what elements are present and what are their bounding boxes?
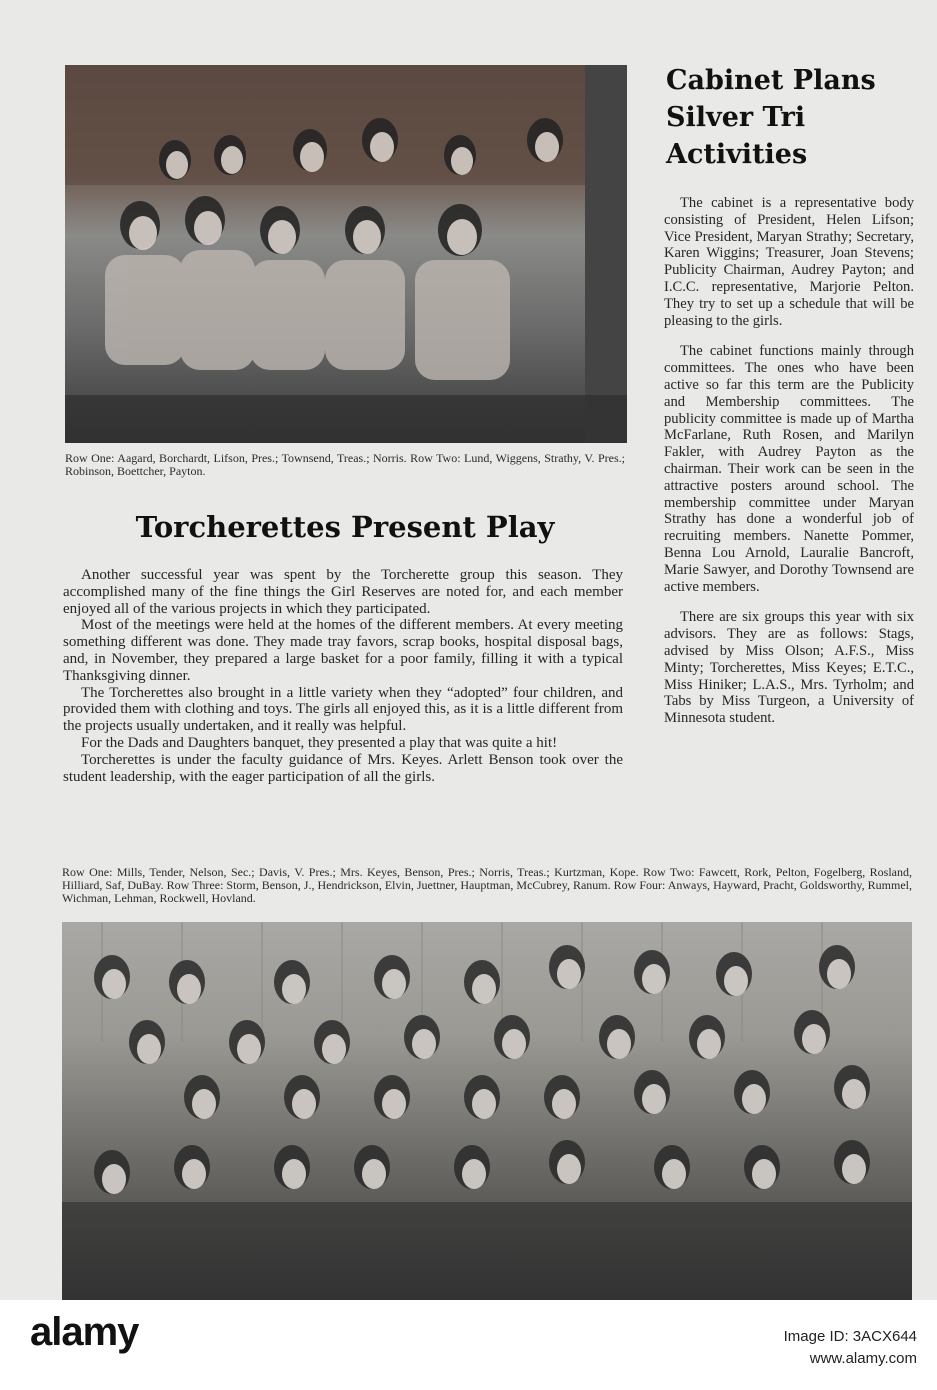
cabinet-photo-figures — [65, 65, 627, 443]
torcherettes-group-photo — [62, 922, 912, 1300]
cabinet-headline-line: Silver Tri — [666, 102, 806, 133]
cabinet-headline-line: Cabinet Plans — [666, 65, 876, 96]
torcherettes-paragraph: For the Dads and Daughters banquet, they presented a play that was quite a hit! — [81, 734, 558, 751]
torcherettes-photo-caption: Row One: Mills, Tender, Nelson, Sec.; Davis, V. Pres.; Mrs. Keyes, Benson, Pres.; Norris, Treas.; Kurtzman, Kope. Row Two: Fawcett, Rork, Pelton, Fogelberg, Rosland, Hilliard, Saf, DuBay. Row Three: Storm, Benson, J., Hendrickson, Elvin, Juettner, Hauptman, McCubrey, Ranum. Row Four: Anways, Hayward, Pracht, Goldsworthy, Rummel, Wichman, Lehman, Rockwell, Hovland. — [62, 865, 912, 905]
cabinet-headline-line: Activities — [666, 139, 808, 170]
cabinet-headline — [666, 62, 916, 173]
torcherettes-paragraph: Another successful year was spent by the Torcherette group this season. They accomplished many of the fine things the Girl Reserves are noted for, and each member enjoyed all of the various projects in which they participated. — [63, 567, 623, 617]
image-id-label: Image ID: 3ACX644 — [783, 1328, 917, 1345]
cabinet-paragraph: There are six groups this year with six advisors. They are as follows: Stags, advised by Miss Olson; A.F.S., Miss Minty; Torcherettes, Miss Keyes; E.T.C., Miss Hiniker; L.A.S., Mrs. Tyrholm; and Tabs by Miss Turgeon, a University of Minnesota student. — [664, 609, 914, 727]
torcherettes-photo-figures — [62, 922, 912, 1300]
torcherettes-headline: Torcherettes Present Play — [135, 510, 555, 544]
alamy-url[interactable]: www.alamy.com — [809, 1350, 917, 1367]
alamy-logo: alamy — [30, 1310, 139, 1354]
torcherettes-paragraph: Torcherettes is under the faculty guidance of Mrs. Keyes. Arlett Benson took over the student leadership, with the eager participation of all the girls. — [63, 751, 623, 785]
cabinet-article — [664, 195, 914, 741]
cabinet-photo-caption: Row One: Aagard, Borchardt, Lifson, Pres.; Townsend, Treas.; Norris. Row Two: Lund, Wiggens, Strathy, V. Pres.; Robinson, Boettcher, Payton. — [65, 451, 625, 478]
torcherettes-paragraph: Most of the meetings were held at the homes of the different members. At every meeting something different was done. They made tray favors, scrap books, hospital disposal bags, and, in November, they prepared a large basket for a poor family, filling it with a typical Thanksgiving dinner. — [63, 617, 623, 684]
cabinet-paragraph: The cabinet is a representative body consisting of President, Helen Lifson; Vice President, Maryan Strathy; Secretary, Karen Wiggins; Treasurer, Joan Stevens; Publicity Chairman, Audrey Payton; and I.C.C. representative, Marjorie Pelton. They try to set up a schedule that will be pleasing to the girls. — [664, 195, 914, 329]
cabinet-paragraph: The cabinet functions mainly through committees. The ones who have been active so far this term are the Publicity and Membership committees. The publicity committee is made up of Martha McFarlane, Ruth Rosen, and Marilyn Fakler, with Audrey Payton as the chairman. Their work can be seen in the attractive posters around school. The membership committee under Maryan Strathy has done a wonderful job of recruiting members. Nanette Pommer, Benna Lou Arnold, Lauralie Bancroft, Marie Sawyer, and Dorothy Townsend are active members. — [664, 343, 914, 595]
torcherettes-article — [63, 567, 623, 785]
torcherettes-paragraph: The Torcherettes also brought in a little variety when they “adopted” four children, and provided them with clothing and toys. The girls all enjoyed this, as it is a little different from the projects usually undertaken, and it really was helpful. — [63, 684, 623, 735]
cabinet-group-photo — [65, 65, 627, 443]
